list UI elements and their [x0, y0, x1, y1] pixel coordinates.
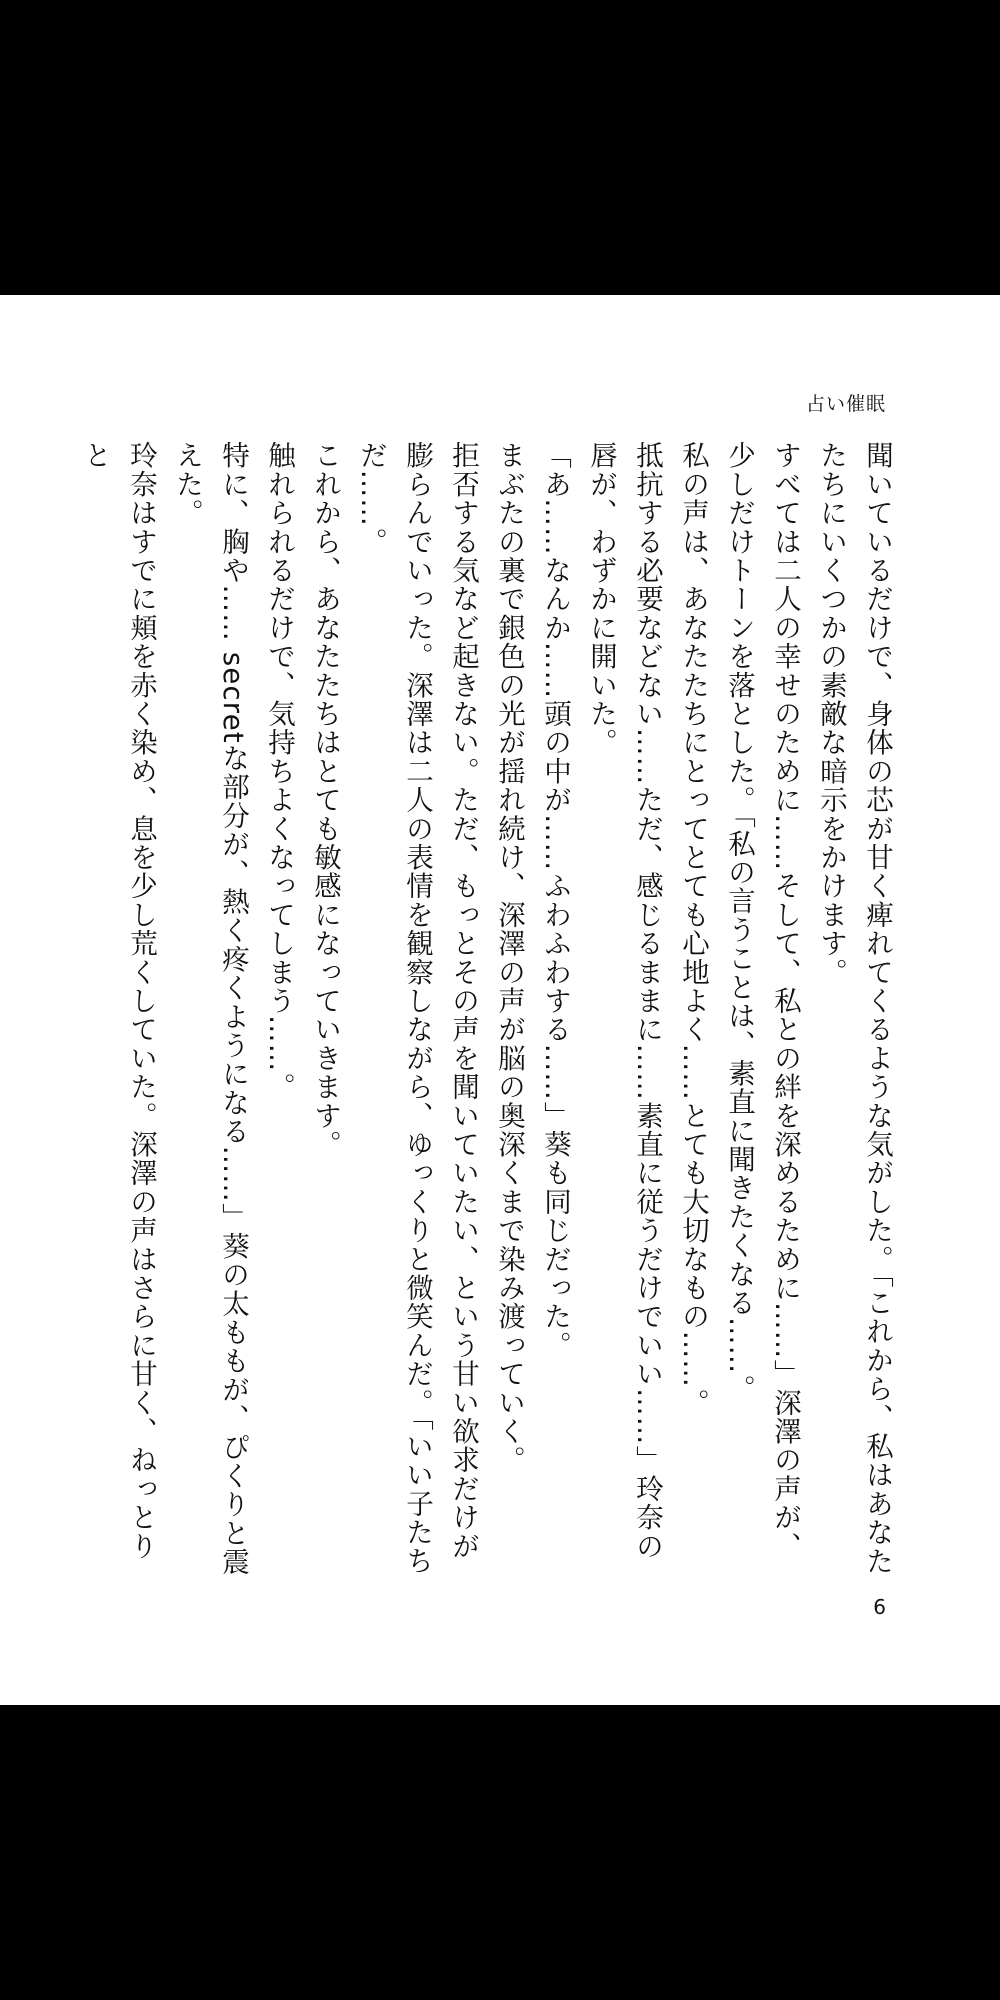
running-header: 占い催眠: [805, 393, 886, 415]
page-number: 6: [873, 1595, 886, 1619]
paragraph: 私の声は、あなたたちにとってとても心地よく……とても大切なもの……。: [677, 441, 709, 1417]
paragraph: すべては二人の幸せのために……そして、私との絆を深めるために……」深澤の声が、少しだけトーンを落とした。「私の言うことは、素直に聞きたくなる……。: [723, 441, 801, 1561]
paragraph: 「あ……なんか……頭の中が……ふわふわする……」葵も同じだった。: [539, 441, 571, 1360]
paragraph: 特に、胸や…… secretな部分が、熱く疼くようになる……」葵の太ももが、ぴくりと震えた。: [171, 441, 249, 1577]
top-letterbox: [0, 0, 1000, 295]
paragraph: 聞いているだけで、身体の芯が甘く痺れてくるような気がした。「これから、私はあなたたちにいくつかの素敵な暗示をかけます。: [815, 441, 893, 1576]
paragraph: これから、あなたたちはとても敏感になっていきます。: [309, 441, 341, 1159]
paragraph: 拒否する気など起きない。ただ、もっとその声を聞いていたい、という甘い欲求だけが膨らんでいった。深澤は二人の表情を観察しながら、ゆっくりと微笑んだ。「いい子たちだ……。: [355, 441, 479, 1576]
body-text: [72, 441, 900, 1581]
bottom-letterbox: [0, 1705, 1000, 2000]
book-page: [0, 295, 1000, 1705]
paragraph: まぶたの裏で銀色の光が揺れ続け、深澤の声が脳の奥深くまで染み渡っていく。: [493, 441, 525, 1475]
paragraph: 抵抗する必要などない……ただ、感じるままに……素直に従うだけでいい……」玲奈の唇が、わずかに開いた。: [585, 441, 663, 1561]
paragraph: 触れられるだけで、気持ちよくなってしまう……。: [263, 441, 295, 1102]
paragraph: 玲奈はすでに頬を赤く染め、息を少し荒くしていた。深澤の声はさらに甘く、ねっとりと: [79, 441, 157, 1561]
